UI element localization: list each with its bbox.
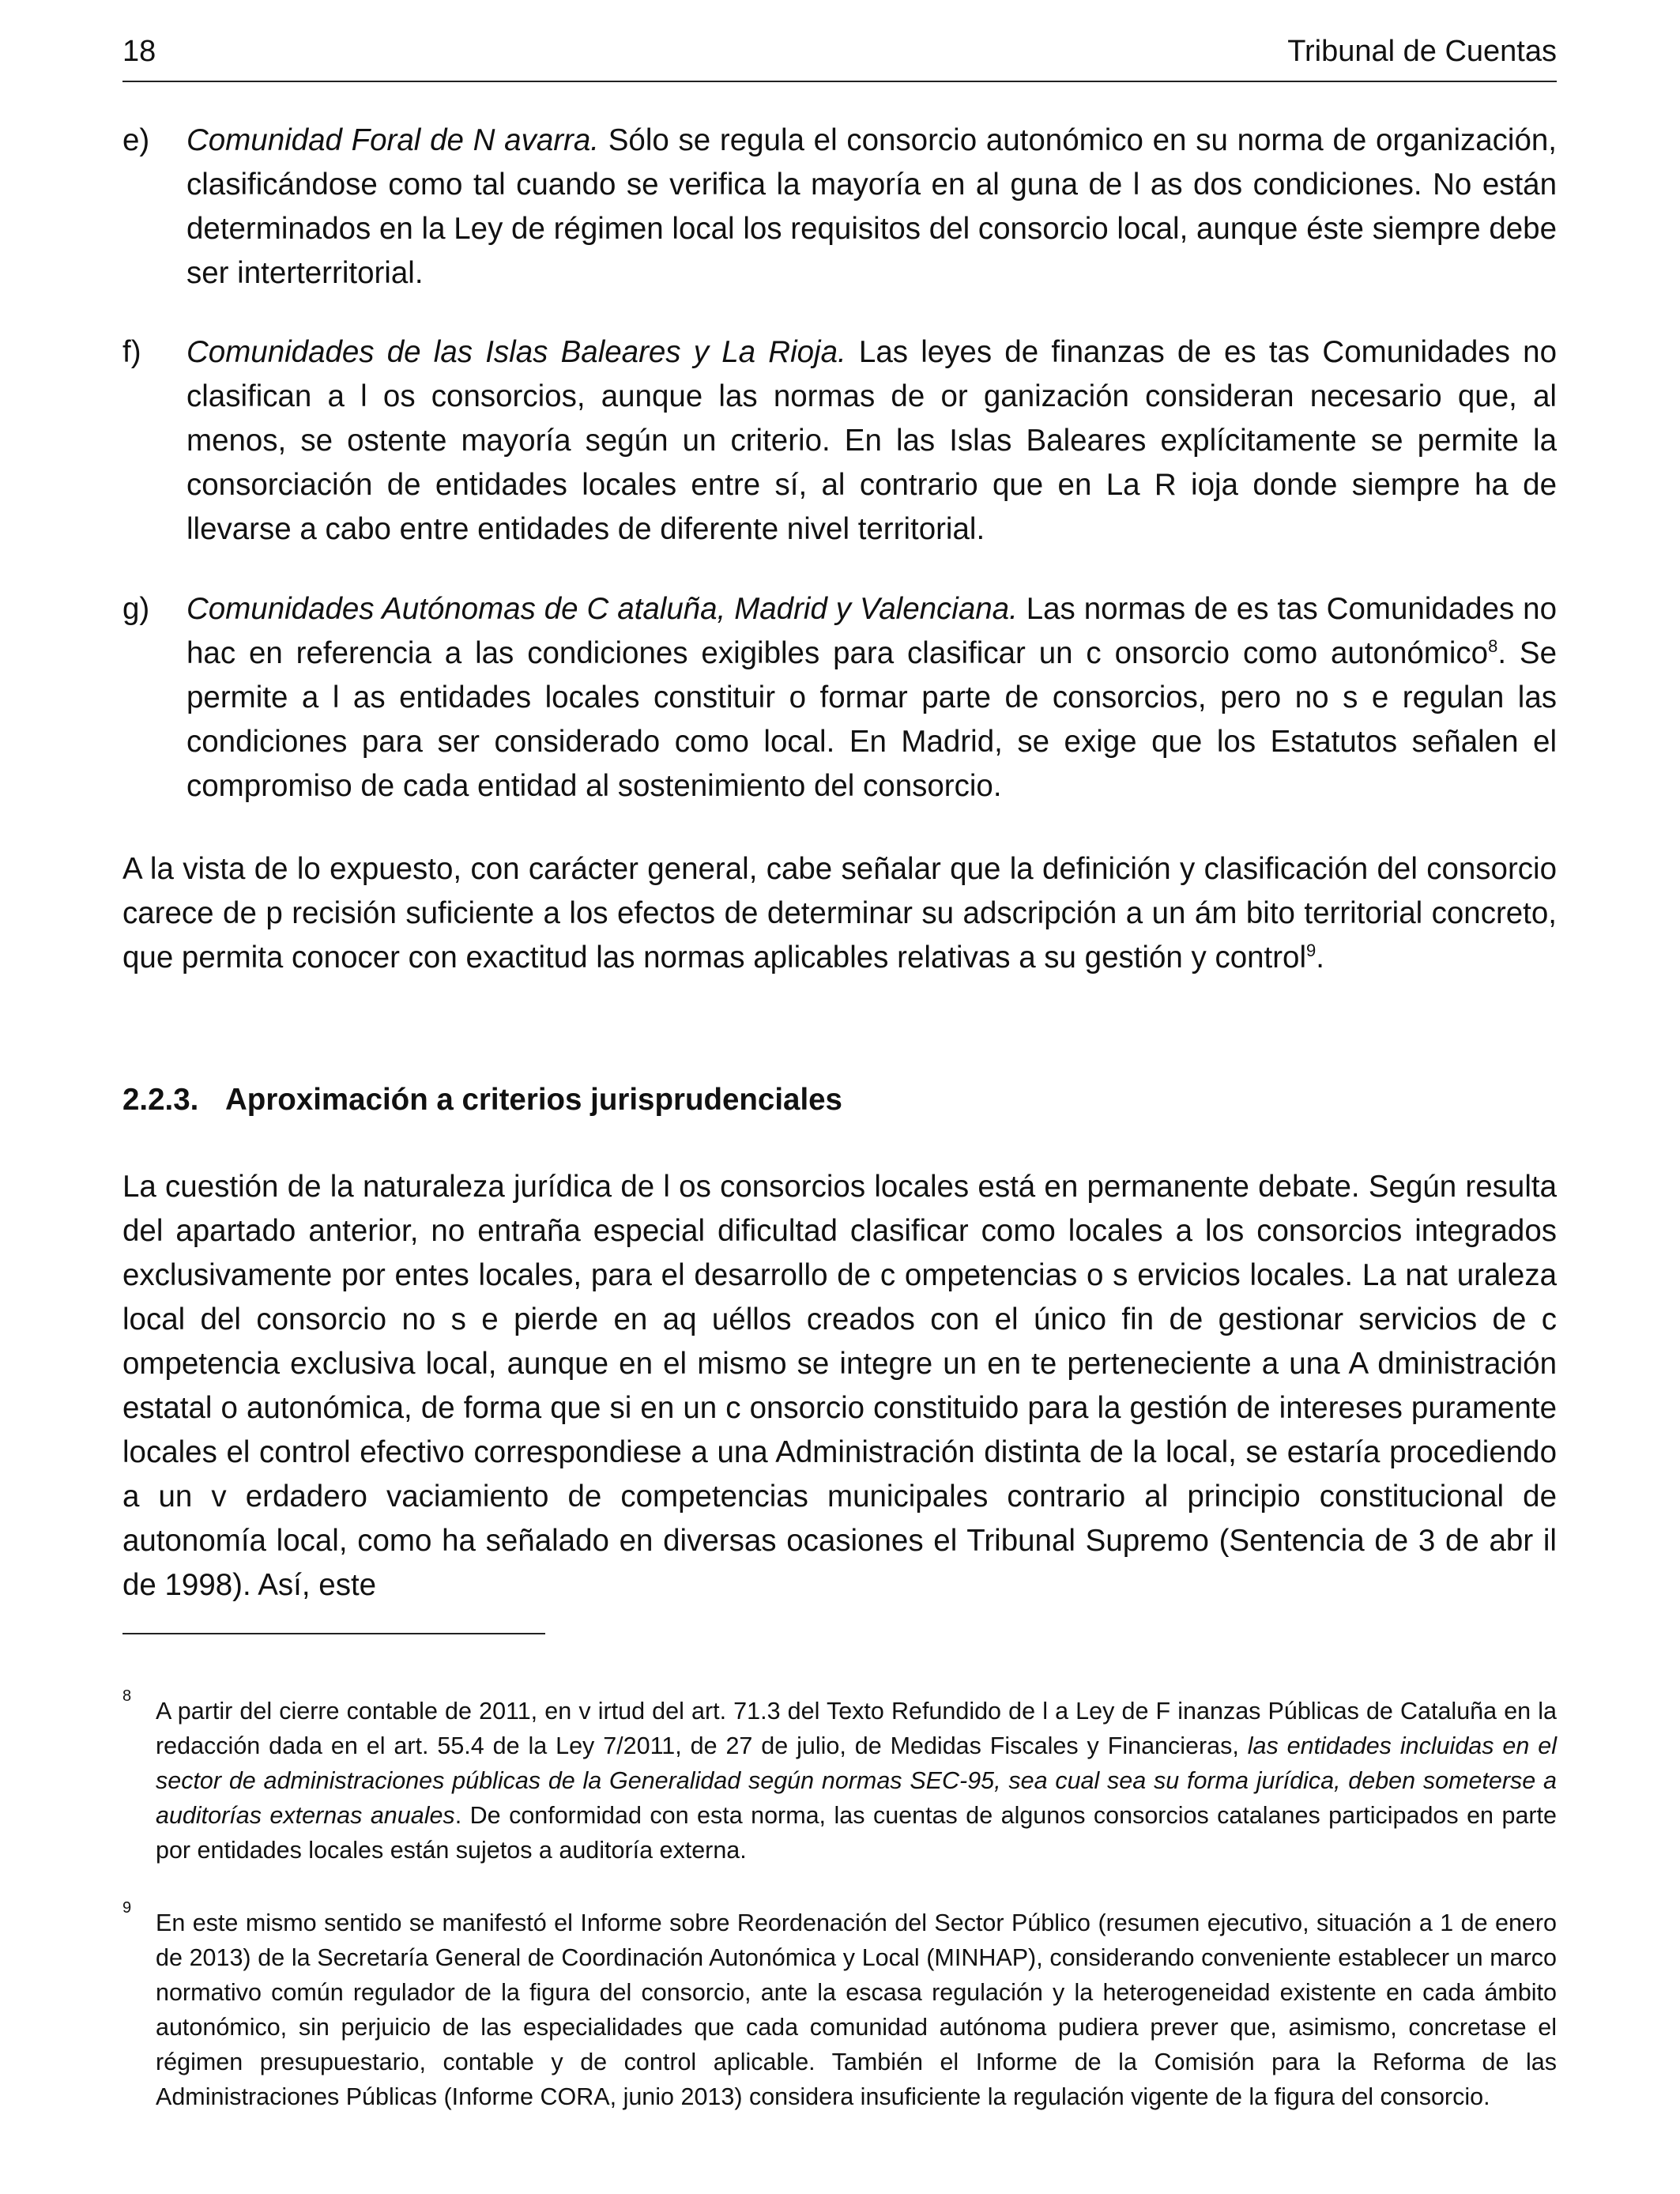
list-item-e <box>122 119 1557 296</box>
footnote-separator <box>122 1633 545 1634</box>
section-title: Aproximación a criterios jurisprudenciales <box>225 1083 842 1117</box>
conclusion-paragraph <box>122 847 1557 980</box>
footnote-9 <box>122 1899 1557 2114</box>
page-number: 18 <box>122 35 156 68</box>
list-label: g) <box>122 592 150 626</box>
section-number: 2.2.3. <box>122 1083 199 1117</box>
paragraph-text: A la vista de lo expuesto, con carácter general, cabe señalar que la definición y clasificación del consorcio carece de p recisión suficiente a los efectos de determinar su adscripción a un ám bito territorial concreto, que permita conocer con exactitud las normas aplicables relativas a su gestión y control <box>122 852 1557 974</box>
list-label: e) <box>122 123 150 157</box>
footnote-ref-9[interactable]: 9 <box>1306 941 1317 961</box>
item-heading: Comunidades de las Islas Baleares y La Rioja. <box>186 335 846 369</box>
footnote-text: En este mismo sentido se manifestó el Informe sobre Reordenación del Sector Público (resumen ejecutivo, situación a 1 de enero de 2013) de la Secretaría General de Coordinación Autonómica y Local (MINHAP), considerando conveniente establecer un marco normativo común regulador de la figura del consorcio, ante la escasa regulación y la heterogeneidad existente en cada ámbito autonómico, sin perjuicio de las especialidades que cada comunidad autónoma pudiera prever que, asimismo, concretase el régimen presupuestario, contable y de control aplicable. También el Informe de la Comisión para la Reforma de las Administraciones Públicas (Informe CORA, junio 2013) considera insuficiente la regulación vigente de la figura del consorcio. <box>156 1909 1557 2110</box>
item-text-cont: . Se permite a l as entidades locales constituir o formar parte de consorcios, pero no s e regulan las condiciones para ser considerado como local. En Madrid, se exige que los Estatutos señalen el compromiso de cada entidad al sostenimiento del consorcio. <box>186 636 1557 803</box>
section-heading <box>122 1078 842 1122</box>
item-heading: Comunidades Autónomas de C ataluña, Madrid y Valenciana. <box>186 592 1018 626</box>
footnote-quote: las entidades incluidas en el sector de administraciones públicas de la Generalidad según normas SEC-95, sea cual sea su forma jurídica, deben someterse a auditorías externas anuales <box>156 1732 1557 1829</box>
item-text: Las leyes de finanzas de es tas Comunidades no clasifican a l os consorcios, aunque las normas de or ganización consideran necesario que, al menos, se ostente mayoría según un criterio. En las Islas Baleares explícitamente se permite la consorciación de entidades locales entre sí, al contrario que en La R ioja donde siempre ha de llevarse a cabo entre entidades de diferente nivel territorial. <box>186 335 1558 546</box>
footnote-text-cont: . De conformidad con esta norma, las cuentas de algunos consorcios catalanes participados en parte por entidades locales están sujetos a auditoría externa. <box>156 1802 1557 1864</box>
item-heading: Comunidad Foral de N avarra. <box>186 123 599 157</box>
section-paragraph <box>122 1165 1557 1608</box>
footnote-text: A partir del cierre contable de 2011, en v irtud del art. 71.3 del Texto Refundido de l a Ley de F inanzas Públicas de Cataluña en la redacción dada en el art. 55.4 de la Ley 7/2011, de 27 de julio, de Medidas Fiscales y Financieras, <box>156 1698 1557 1759</box>
list-label: f) <box>122 335 141 369</box>
list-item-f <box>122 330 1557 552</box>
page-header <box>122 32 1557 82</box>
item-text: Sólo se regula el consorcio autonómico en su norma de organización, clasificándose como tal cuando se verifica la mayoría en al guna de l as dos condiciones. No están determinados en la Ley de régimen local los requisitos del consorcio local, aunque éste siempre debe ser interterritorial. <box>186 123 1558 290</box>
paragraph-text: La cuestión de la naturaleza jurídica de l os consorcios locales está en permanente debate. Según resulta del apartado anterior, no entraña especial dificultad clasificar como locales a los consorcios integrados exclusivamente por entes locales, para el desarrollo de c ompetencias o s ervicios locales. La nat uraleza local del consorcio no s e pierde en aq uéllos creados con el único fin de gestionar servicios de c ompetencia exclusiva local, aunque en el mismo se integre un en te perteneciente a una A dministración estatal o autonómica, de forma que si en un c onsorcio constituido para la gestión de intereses puramente locales el control efectivo correspondiese a una Administración distinta de la local, se estaría procediendo a un v erdadero vaciamiento de competencias municipales contrario al principio constitucional de autonomía local, como ha señalado en diversas ocasiones el Tribunal Supremo (Sentencia de 3 de abr il de 1998). Así, este <box>122 1170 1557 1602</box>
list-item-g <box>122 587 1557 809</box>
footnote-number: 9 <box>122 1899 132 1917</box>
footnote-8 <box>122 1687 1557 1868</box>
item-text: Las normas de es tas Comunidades no hac en referencia a las condiciones exigibles para clasificar un c onsorcio como autonómico <box>186 592 1558 670</box>
running-title: Tribunal de Cuentas <box>1287 35 1557 68</box>
paragraph-end: . <box>1316 941 1324 974</box>
footnote-ref-8[interactable]: 8 <box>1488 636 1498 657</box>
footnote-number: 8 <box>122 1687 132 1705</box>
